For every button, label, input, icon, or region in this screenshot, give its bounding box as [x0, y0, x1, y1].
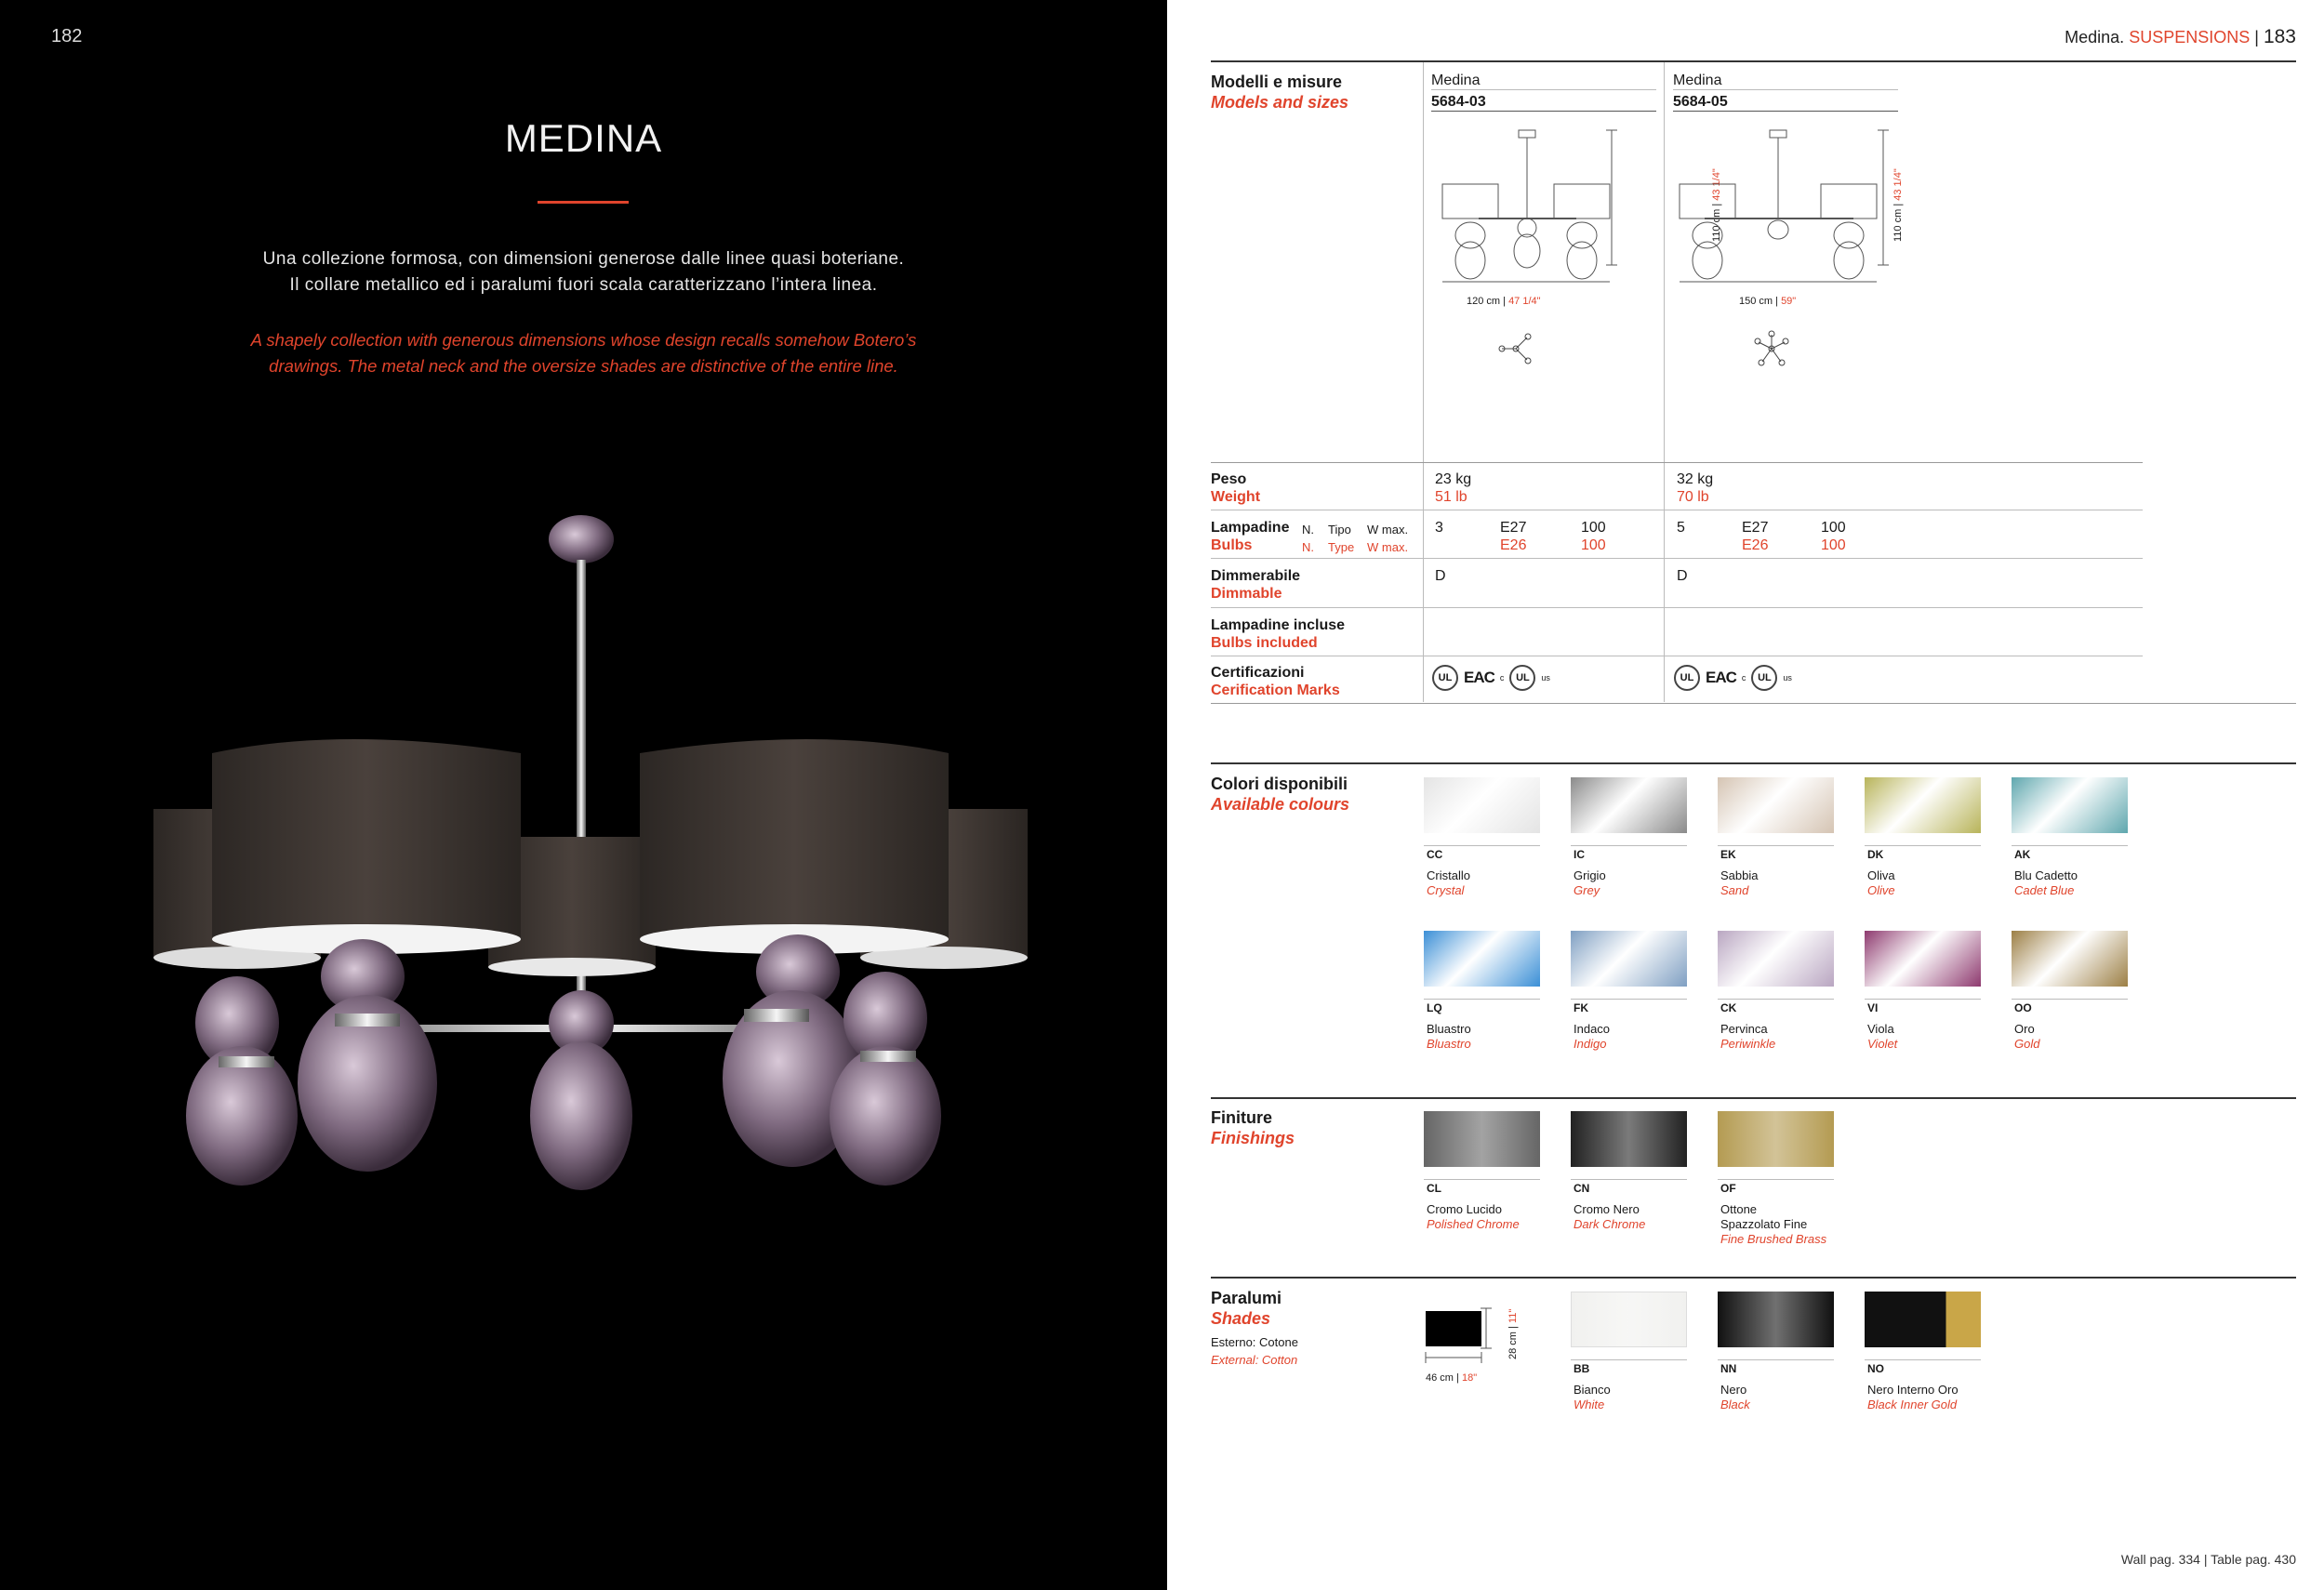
finishings-label: Finiture Finishings	[1211, 1108, 1295, 1147]
description-english	[167, 327, 1000, 379]
right-page	[1167, 0, 2324, 1590]
model-1-bulbs-w: 100 100	[1581, 520, 1606, 553]
model-2-drawing	[1677, 126, 1900, 311]
model-2-bulbs-type: E27 E26	[1742, 520, 1769, 553]
dimmable-label: Dimmerabile Dimmable	[1211, 568, 1301, 602]
shade-height: 28 cm | 11"	[1507, 1308, 1519, 1359]
model-1-weight: 23 kg 51 lb	[1435, 471, 1472, 505]
colours-items-rule	[1571, 999, 1687, 1000]
model-1-drawing	[1437, 126, 1660, 311]
shades-items-swatch[interactable]	[1571, 1292, 1687, 1347]
eac-icon: EAC	[1706, 669, 1736, 686]
shades-items-code: NN	[1720, 1362, 1737, 1375]
model-1-code-rule	[1431, 111, 1656, 112]
model-2-plan-icon	[1753, 330, 1790, 367]
colours-items-code: DK	[1867, 848, 1884, 861]
colours-items-rule	[1424, 999, 1540, 1000]
shades-items-name: Nero Interno Oro Black Inner Gold	[1867, 1383, 1959, 1411]
colours-items-swatch[interactable]	[1424, 931, 1540, 987]
cert-us-label: us	[1541, 673, 1550, 682]
colours-items-swatch[interactable]	[2012, 777, 2128, 833]
shade-dimension-lines	[1423, 1297, 1507, 1381]
finishings-items-rule	[1424, 1179, 1540, 1180]
colours-items-swatch[interactable]	[1571, 777, 1687, 833]
colours-items-name: Bluastro Bluastro	[1427, 1022, 1471, 1051]
finishings-items-code: OF	[1720, 1182, 1736, 1195]
finishings-items-rule	[1571, 1179, 1687, 1180]
certification-label: Certificazioni Cerification Marks	[1211, 665, 1340, 698]
finishings-items-swatch[interactable]	[1424, 1111, 1540, 1167]
finishings-items-swatch[interactable]	[1718, 1111, 1834, 1167]
model-2-bulbs-w: 100 100	[1821, 520, 1846, 553]
model-1-code: 5684-03	[1431, 94, 1486, 110]
colours-items-name: Indaco Indigo	[1574, 1022, 1611, 1051]
eac-icon: EAC	[1464, 669, 1494, 686]
colours-items-swatch[interactable]	[1571, 931, 1687, 987]
colours-items-rule	[1865, 845, 1981, 846]
colours-items-code: OO	[2014, 1001, 2032, 1014]
colours-items-swatch[interactable]	[2012, 931, 2128, 987]
model-1-bulbs-type: E27 E26	[1500, 520, 1527, 553]
weight-label: Peso Weight	[1211, 471, 1261, 505]
chandelier-photo	[130, 502, 1042, 1246]
shades-items-swatch[interactable]	[1865, 1292, 1981, 1347]
top-rule	[1211, 60, 2296, 62]
colours-rule	[1211, 762, 2296, 764]
desc-it-line-1: Una collezione formosa, con dimensioni generose dalle linee quasi boteriane.	[262, 249, 905, 269]
model-2-code-rule	[1673, 111, 1898, 112]
shades-items-code: NO	[1867, 1362, 1884, 1375]
shades-material: Esterno: Cotone External: Cotton	[1211, 1335, 1298, 1367]
colours-items-code: CK	[1720, 1001, 1737, 1014]
page-number-right: 183	[2263, 26, 2296, 47]
cert-c-label: c	[1499, 673, 1505, 682]
model-2-bulbs-n: 5	[1677, 520, 1685, 536]
shades-items-swatch[interactable]	[1718, 1292, 1834, 1347]
model-1-plan-icon	[1497, 330, 1534, 367]
bulbs-type-header: Tipo Type	[1328, 523, 1355, 554]
bulbs-wmax-header: W max. W max.	[1367, 523, 1409, 554]
bulbs-label: Lampadine Bulbs	[1211, 520, 1290, 553]
model-1-width: 120 cm | 47 1/4"	[1467, 296, 1541, 307]
page-title: MEDINA	[504, 116, 663, 160]
colours-label: Colori disponibili Available colours	[1211, 775, 1350, 814]
model-2-cert-icons	[1674, 665, 1792, 691]
colours-items-rule	[2012, 999, 2128, 1000]
col-divider-1	[1423, 62, 1424, 702]
header-collection: Medina.	[2065, 28, 2125, 46]
shades-items-rule	[1718, 1359, 1834, 1360]
colours-items-name: Viola Violet	[1867, 1022, 1898, 1051]
colours-items-code: CC	[1427, 848, 1443, 861]
cert-c-label: c	[1741, 673, 1746, 682]
shades-label: Paralumi Shades	[1211, 1289, 1282, 1328]
finishings-items-name: Ottone Spazzolato Fine Fine Brushed Brass	[1720, 1202, 1827, 1246]
colours-items-rule	[2012, 845, 2128, 846]
colours-items-rule	[1718, 999, 1834, 1000]
colours-items-name: Grigio Grey	[1574, 868, 1606, 897]
colours-items-code: VI	[1867, 1001, 1879, 1014]
colours-items-code: FK	[1574, 1001, 1588, 1014]
shades-items-rule	[1571, 1359, 1687, 1360]
ul-icon: UL	[1674, 665, 1700, 691]
finishings-items-code: CL	[1427, 1182, 1441, 1195]
model-2-weight: 32 kg 70 lb	[1677, 471, 1714, 505]
description-italian	[167, 246, 1000, 298]
colours-items-code: LQ	[1427, 1001, 1442, 1014]
model-2-rule	[1673, 89, 1898, 90]
col-divider-2	[1664, 62, 1665, 702]
finishings-items-name: Cromo Lucido Polished Chrome	[1427, 1202, 1520, 1231]
model-2-width: 150 cm | 59"	[1739, 296, 1797, 307]
footer-references: Wall pag. 334 | Table pag. 430	[2120, 1552, 2296, 1567]
colours-items-code: IC	[1574, 848, 1585, 861]
colours-items-name: Blu Cadetto Cadet Blue	[2014, 868, 2078, 897]
model-1-height: 110 cm | 43 1/4"	[1711, 168, 1722, 242]
colours-items-rule	[1424, 845, 1540, 846]
colours-items-name: Oro Gold	[2014, 1022, 2040, 1051]
bulbs-included-label: Lampadine incluse Bulbs included	[1211, 617, 1346, 651]
desc-en-line-2: drawings. The metal neck and the oversize shades are distinctive of the entire line.	[269, 356, 898, 376]
model-1-bulbs-n: 3	[1435, 520, 1443, 536]
colours-items-code: EK	[1720, 848, 1736, 861]
spec-rule-0	[1211, 462, 2143, 463]
model-1-dimmable: D	[1435, 568, 1446, 584]
shades-rule	[1211, 1277, 2296, 1279]
desc-it-line-2: Il collare metallico ed i paralumi fuori scala caratterizzano l’intera linea.	[289, 275, 878, 295]
models-label: Modelli e misure Models and sizes	[1211, 73, 1349, 112]
model-2-code: 5684-05	[1673, 94, 1728, 110]
page-number-left: 182	[51, 26, 83, 46]
shade-width: 46 cm | 18"	[1426, 1372, 1478, 1384]
model-2-dimmable: D	[1677, 568, 1688, 584]
colours-items-swatch[interactable]	[1424, 777, 1540, 833]
shades-items-code: BB	[1574, 1362, 1590, 1375]
desc-en-line-1: A shapely collection with generous dimensions whose design recalls somehow Botero’s	[250, 330, 917, 350]
model-1-cert-icons	[1432, 665, 1550, 691]
cert-us-label: us	[1783, 673, 1792, 682]
model-1-name: Medina	[1431, 73, 1481, 88]
colours-items-rule	[1571, 845, 1687, 846]
shades-items-rule	[1865, 1359, 1981, 1360]
spec-rule-3	[1211, 607, 2143, 608]
cul-us-icon: UL	[1509, 665, 1535, 691]
shades-items-name: Nero Black	[1720, 1383, 1750, 1411]
finishings-items-code: CN	[1574, 1182, 1590, 1195]
model-2-name: Medina	[1673, 73, 1722, 88]
colours-items-name: Oliva Olive	[1867, 868, 1895, 897]
colours-items-code: AK	[2014, 848, 2031, 861]
cul-us-icon: UL	[1751, 665, 1777, 691]
finishings-items-rule	[1718, 1179, 1834, 1180]
colours-items-swatch[interactable]	[1718, 931, 1834, 987]
colours-items-rule	[1718, 845, 1834, 846]
ul-icon: UL	[1432, 665, 1458, 691]
shades-items-name: Bianco White	[1574, 1383, 1611, 1411]
model-1-rule	[1431, 89, 1656, 90]
colours-items-name: Sabbia Sand	[1720, 868, 1759, 897]
colours-items-rule	[1865, 999, 1981, 1000]
model-2-height: 110 cm | 43 1/4"	[1892, 168, 1904, 242]
spec-rule-2	[1211, 558, 2143, 559]
colours-items-name: Cristallo Crystal	[1427, 868, 1470, 897]
colours-items-swatch[interactable]	[1865, 931, 1981, 987]
spec-rule-5	[1211, 703, 2296, 704]
finishings-items-swatch[interactable]	[1571, 1111, 1687, 1167]
page-header: Medina. SUSPENSIONS | 183	[2065, 26, 2296, 47]
title-underline	[538, 201, 629, 204]
finishings-items-name: Cromo Nero Dark Chrome	[1574, 1202, 1646, 1231]
bulbs-n-header: N. N.	[1302, 523, 1314, 554]
finishings-rule	[1211, 1097, 2296, 1099]
colours-items-swatch[interactable]	[1865, 777, 1981, 833]
colours-items-swatch[interactable]	[1718, 777, 1834, 833]
colours-items-name: Pervinca Periwinkle	[1720, 1022, 1776, 1051]
header-category: SUSPENSIONS	[2129, 28, 2251, 46]
